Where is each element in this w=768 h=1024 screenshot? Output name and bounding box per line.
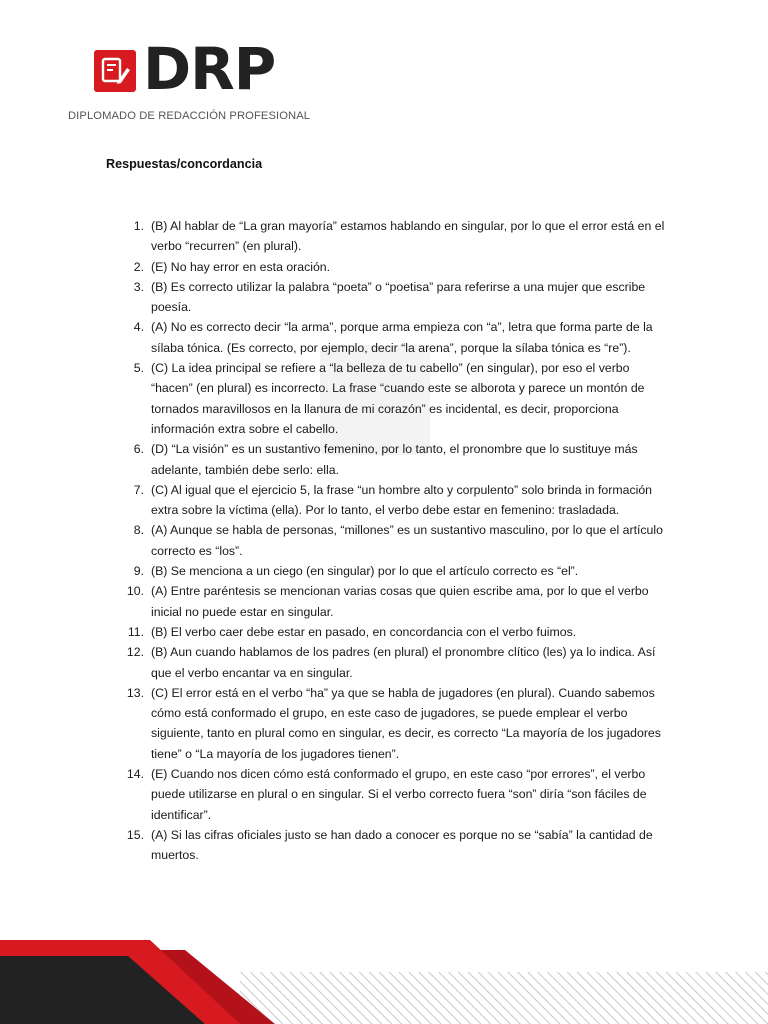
answer-text: (A) Aunque se habla de personas, “millones” es un sustantivo masculino, por lo que el artículo correcto es “los”. xyxy=(151,523,663,558)
answer-item xyxy=(106,683,666,764)
answer-text: (B) Se menciona a un ciego (en singular) por lo que el artículo correcto es “el”. xyxy=(151,564,579,579)
footer-stripes xyxy=(0,940,768,1024)
answer-text: (B) Aun cuando hablamos de los padres (en plural) el pronombre clítico (les) ya lo indica. Así que el verbo encantar va en singular. xyxy=(151,645,656,680)
footer-decoration xyxy=(0,940,768,1024)
page-heading: Respuestas/concordancia xyxy=(106,157,263,171)
answer-number: 1. xyxy=(133,219,144,233)
answer-text: (C) La idea principal se refiere a “la belleza de tu cabello” (en singular), por eso el verbo “hacen” (en plural) es incorrecto. La frase “cuando este se alborota y parece un montón de tornados maravillosos en la llanura de mi corazón” es incidental, es decir, proporciona información extra sobre el cabello. xyxy=(151,361,645,436)
answer-text: (C) El error está en el verbo “ha” ya que se habla de jugadores (en plural). Cuando sabemos cómo está conformado el grupo, en este caso de jugadores, se puede emplear el verbo siguiente, tanto en plural como en singular, es decir, es correcto “La mayoría de los jugadores tiene” o “La mayoría de los jugadores tienen”. xyxy=(151,685,661,761)
answer-item xyxy=(106,561,666,581)
answer-number: 6. xyxy=(133,442,144,457)
answer-number: 8. xyxy=(133,523,144,538)
answer-item xyxy=(106,581,666,622)
answer-item xyxy=(106,642,666,683)
answer-item xyxy=(106,520,666,561)
answer-item xyxy=(106,277,666,318)
answer-text: (E) Cuando nos dicen cómo está conformado el grupo, en este caso “por errores”, el verbo puede utilizarse en plural o en singular. Si el verbo correcto fuera “son” diría “son fáciles de identificar”. xyxy=(151,767,647,822)
answer-item xyxy=(106,216,666,257)
answer-number: 14. xyxy=(126,767,144,782)
logo-subtitle: DIPLOMADO DE REDACCIÓN PROFESIONAL xyxy=(68,110,311,122)
answer-text: (B) El verbo caer debe estar en pasado, en concordancia con el verbo fuimos. xyxy=(151,624,577,639)
document-pencil-icon xyxy=(94,50,136,92)
answer-item xyxy=(106,358,666,439)
answer-number: 10. xyxy=(126,584,144,599)
answer-number: 5. xyxy=(133,361,144,376)
answer-item xyxy=(106,622,666,642)
answer-number: 7. xyxy=(133,482,144,497)
logo-wordmark: DRP xyxy=(143,35,276,103)
answer-text: (D) “La visión” es un sustantivo femenino, por lo tanto, el pronombre que lo sustituye más adelante, también debe serlo: ella. xyxy=(151,442,638,477)
answer-number: 15. xyxy=(126,827,144,842)
answer-text: (E) No hay error en esta oración. xyxy=(151,259,331,274)
answer-number: 4. xyxy=(133,320,144,335)
answer-text: (A) Si las cifras oficiales justo se han dado a conocer es porque no se “sabía” la cantidad de muertos. xyxy=(151,827,653,863)
answer-item xyxy=(106,257,666,277)
answer-text: (A) Entre paréntesis se mencionan varias cosas que quien escribe ama, por lo que el verbo inicial no puede estar en singular. xyxy=(151,584,649,619)
answer-number: 13. xyxy=(126,685,144,700)
answer-text: (C) Al igual que el ejercicio 5, la frase “un hombre alto y corpulento” solo brinda in formación extra sobre la víctima (ella). Por lo tanto, el verbo debe estar en femenino: trasladada. xyxy=(151,482,653,518)
answer-list xyxy=(106,216,666,866)
answer-item xyxy=(106,480,666,521)
answer-number: 2. xyxy=(133,259,144,274)
answer-text: (B) Al hablar de “La gran mayoría” estamos hablando en singular, por lo que el error está en el verbo “recurren” (en plural). xyxy=(151,219,665,254)
answer-item xyxy=(106,764,666,825)
answer-item xyxy=(106,317,666,358)
answer-text: (B) Es correcto utilizar la palabra “poeta” o “poetisa” para referirse a una mujer que escribe poesía. xyxy=(151,279,646,315)
answer-number: 12. xyxy=(126,645,144,660)
answer-text: (A) No es correcto decir “la arma”, porque arma empieza con “a”, letra que forma parte de la sílaba tónica. (Es correcto, por ejemplo, decir “la arena”, porque la sílaba tónica es “re”). xyxy=(151,320,653,355)
answer-number: 3. xyxy=(133,279,144,294)
answer-number: 9. xyxy=(133,564,144,579)
answer-item xyxy=(106,825,666,866)
answer-number: 11. xyxy=(127,624,144,639)
answer-item xyxy=(106,439,666,480)
drp-logo xyxy=(68,35,334,125)
